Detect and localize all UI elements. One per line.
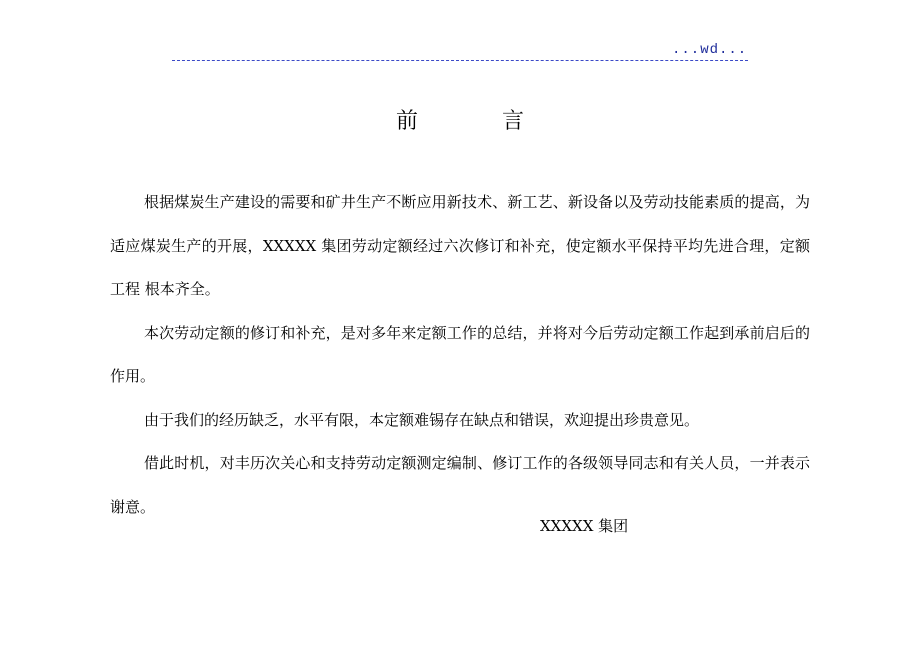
paragraph-2: 本次劳动定额的修订和补充，是对多年来定额工作的总结，并将对今后劳动定额工作起到承前启后的作用。 xyxy=(110,323,810,385)
signature: XXXXX 集团 xyxy=(540,517,629,535)
page-title xyxy=(0,107,920,137)
title-char-left: 前 xyxy=(395,109,418,134)
paragraph-3: 由于我们的经历缺乏，水平有限，本定额难锡存在缺点和错误，欢迎提出珍贵意见。 xyxy=(144,410,700,429)
paragraph-4: 借此时机，对丰历次关心和支持劳动定额测定编制、修订工作的各级领导同志和有关人员，一并表示谢意。 xyxy=(110,454,810,516)
paragraph-1: 根据煤炭生产建设的需要和矿井生产不断应用新技术、新工艺、新设备以及劳动技能素质的提高，为适应煤炭生产的开展，XXXXX 集团劳动定额经过六次修订和补充，使定额水平保持平均先进合理，定额工程 根本齐全。 xyxy=(110,193,810,298)
header-mark: ...wd... xyxy=(672,42,748,58)
header-rule xyxy=(172,60,748,61)
preface-body xyxy=(110,181,810,529)
title-char-right: 言 xyxy=(502,109,525,134)
